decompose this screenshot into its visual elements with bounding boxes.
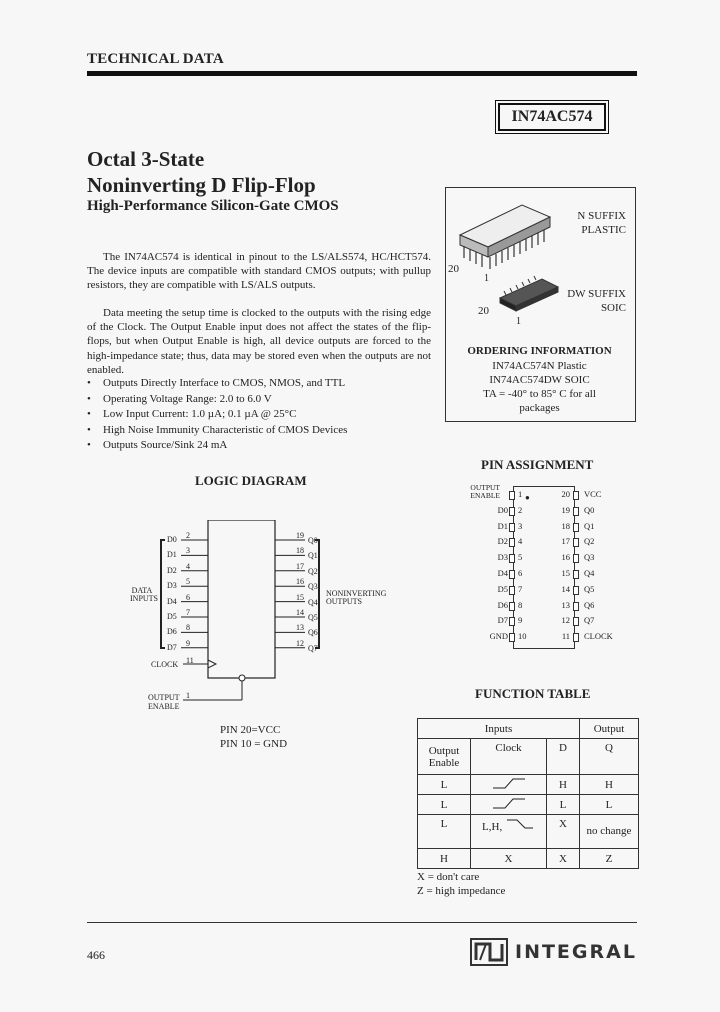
pin-tick	[573, 554, 579, 563]
row-oe: L	[418, 795, 471, 815]
dw-suffix-label	[540, 287, 626, 315]
feature-list	[87, 376, 437, 454]
function-table-title: FUNCTION TABLE	[475, 686, 591, 701]
pin-left-number: 9	[518, 615, 523, 626]
pin-right-label: Q2	[584, 536, 595, 547]
input-label-d4: D4	[167, 596, 177, 606]
pin-right-number: 18	[561, 520, 570, 531]
part-number: IN74AC574	[498, 103, 606, 131]
pin-left-label: OUTPUT ENABLE	[470, 483, 500, 500]
note-high-impedance: Z = high impedance	[417, 885, 506, 897]
output-label-q1: Q1	[308, 551, 318, 561]
rising-edge-icon	[489, 776, 529, 790]
ordering-line: IN74AC574N Plastic	[492, 360, 587, 372]
output-label-q2: Q2	[308, 566, 318, 576]
pin-left-label: D0	[497, 504, 508, 515]
output-label-q6: Q6	[308, 628, 318, 638]
ordering-title: ORDERING INFORMATION	[467, 345, 612, 357]
pin-tick	[573, 491, 579, 500]
row-d: X	[547, 815, 580, 849]
feature-item: • Outputs Directly Interface to CMOS, NMOS, and TTL	[87, 376, 437, 392]
col-output-enable: Output Enable	[418, 739, 471, 775]
pin-left-number: 5	[518, 552, 523, 563]
col-d: D	[547, 739, 580, 775]
output-pin-q6: 13	[296, 623, 304, 633]
input-label-d7: D7	[167, 642, 177, 652]
pin-right-label: Q4	[584, 568, 595, 578]
pin-right-number: 14	[561, 583, 570, 594]
pin-tick	[509, 507, 515, 516]
pin-tick	[573, 523, 579, 532]
pin-tick	[573, 633, 579, 642]
pin-left-number: 7	[518, 583, 523, 594]
pin-right-number: 19	[561, 504, 570, 515]
logic-diagram-title: LOGIC DIAGRAM	[195, 473, 307, 488]
title-line-1: Octal 3-State	[87, 147, 205, 171]
output-label-q0: Q0	[308, 536, 318, 545]
pin-left-number: 1	[518, 489, 523, 499]
pin-right-number: 13	[561, 599, 570, 610]
pin-right-label: VCC	[584, 489, 602, 499]
input-label-d5: D5	[167, 612, 177, 621]
output-label-q3: Q3	[308, 582, 318, 592]
output-pin-q7: 12	[296, 638, 304, 648]
feature-item: • High Noise Immunity Characteristic of CMOS Devices	[87, 423, 437, 439]
pin-right-label: Q1	[584, 520, 595, 531]
pin-tick	[509, 633, 515, 642]
row-oe: L	[418, 775, 471, 795]
row-q: H	[580, 775, 639, 795]
logic-diagram	[125, 520, 395, 720]
power-pin-10: PIN 10 = GND	[220, 738, 288, 750]
input-label-d3: D3	[167, 581, 177, 591]
output-header: Output	[580, 719, 639, 739]
ordering-line: packages	[519, 402, 560, 414]
output-pin-q4: 15	[296, 592, 304, 602]
title-line-2: Noninverting D Flip-Flop	[87, 173, 316, 197]
footer-rule	[87, 922, 637, 923]
pin-tick	[509, 554, 515, 563]
dw-type: SOIC	[600, 302, 626, 314]
row-d: L	[547, 795, 580, 815]
output-pin-q5: 14	[296, 608, 304, 617]
row-clock-text: L,H,	[482, 821, 503, 833]
output-pin-q1: 18	[296, 546, 304, 556]
pin-tick	[573, 570, 579, 579]
pin-left-label: D7	[497, 615, 508, 626]
pin-tick	[573, 602, 579, 611]
row-d: H	[547, 775, 580, 795]
pin-tick	[573, 586, 579, 595]
n-suffix-label	[540, 209, 626, 237]
row-clock: X	[471, 849, 547, 869]
output-label-q4: Q4	[308, 597, 318, 607]
oe-label-1: OUTPUT	[148, 693, 180, 702]
input-label-d6: D6	[167, 627, 177, 637]
pin-tick	[509, 617, 515, 626]
pin-right-number: 20	[561, 489, 570, 499]
pin-right-label: Q5	[584, 583, 595, 594]
pin-right-label: Q0	[584, 504, 595, 515]
pin-left-number: 2	[518, 504, 523, 515]
input-pin-d3: 5	[186, 577, 190, 587]
input-pin-d6: 8	[186, 623, 190, 633]
soic-pin20-label: 20	[478, 305, 489, 317]
clock-pin: 11	[186, 656, 194, 665]
oe-label-2: ENABLE	[148, 702, 180, 711]
pin-right-number: 11	[561, 631, 570, 642]
header-title: TECHNICAL DATA	[87, 51, 224, 67]
rising-edge-icon	[489, 796, 529, 810]
output-pin-q2: 17	[296, 561, 304, 571]
brand-name: INTEGRAL	[515, 941, 637, 963]
row-oe: H	[418, 849, 471, 869]
integral-logo-icon	[470, 938, 508, 966]
pin-left-label: GND	[489, 631, 508, 642]
outputs-label: NONINVERTING OUTPUTS	[326, 589, 387, 606]
input-pin-d4: 6	[186, 592, 190, 602]
dip-package-icon	[460, 205, 550, 269]
pin-tick	[509, 491, 515, 500]
title-line-3: High-Performance Silicon-Gate CMOS	[87, 198, 339, 214]
pin-tick	[573, 538, 579, 547]
row-q: Z	[580, 849, 639, 869]
pin-left-number: 3	[518, 520, 523, 531]
pin-assignment-title: PIN ASSIGNMENT	[481, 457, 594, 472]
pin-tick	[509, 586, 515, 595]
dip-pin1-label: 1	[484, 273, 489, 284]
ordering-line: TA = -40° to 85° C for all	[483, 388, 596, 400]
pin-tick	[573, 507, 579, 516]
input-pin-d7: 9	[186, 638, 190, 648]
power-pin-20: PIN 20=VCC	[220, 724, 281, 736]
pin-right-label: Q7	[584, 615, 595, 626]
pin-left-number: 8	[518, 599, 523, 610]
n-suffix: N SUFFIX	[577, 210, 626, 222]
description-paragraph-1: The IN74AC574 is identical in pinout to the LS/ALS574, HC/HCT574. The device inputs are compatible with standard CMOS outputs; with pullup resistors, they are compatible with LS/ALS outputs.	[87, 251, 431, 292]
data-input-bracket	[161, 540, 165, 648]
ordering-line: IN74AC574DW SOIC	[489, 374, 590, 386]
pin-tick	[509, 602, 515, 611]
feature-item: • Outputs Source/Sink 24 mA	[87, 438, 437, 454]
feature-item: • Low Input Current: 1.0 µA; 0.1 µA @ 25°C	[87, 407, 437, 423]
pin-right-number: 16	[561, 552, 570, 563]
pin-left-label: D6	[497, 599, 508, 610]
pin-left-number: 10	[518, 631, 527, 642]
flip-flop-block	[208, 520, 275, 678]
pin-left-label: D1	[497, 520, 508, 531]
input-label-d1: D1	[167, 550, 177, 560]
output-label-q5: Q5	[308, 613, 318, 622]
note-dont-care: X = don't care	[417, 871, 480, 883]
input-label-d0: D0	[167, 535, 177, 544]
output-pin-q3: 16	[296, 577, 304, 587]
row-clock-rising	[471, 795, 547, 815]
n-type: PLASTIC	[581, 224, 626, 236]
pin-left-label: D4	[497, 568, 508, 578]
row-oe: L	[418, 815, 471, 849]
pin-tick	[509, 538, 515, 547]
header-rule	[87, 71, 637, 76]
page-number: 466	[87, 948, 105, 962]
pin1-indicator-icon: ●	[525, 493, 530, 502]
pin-tick	[509, 570, 515, 579]
clock-triangle	[208, 660, 216, 668]
row-q: no change	[580, 815, 639, 849]
inputs-header: Inputs	[418, 719, 580, 739]
input-label-d2: D2	[167, 565, 177, 575]
pin-tick	[509, 523, 515, 532]
output-pin-q0: 19	[296, 531, 304, 540]
pin-left-label: D2	[497, 536, 508, 547]
feature-item: • Operating Voltage Range: 2.0 to 6.0 V	[87, 392, 437, 408]
clock-label: CLOCK	[151, 660, 179, 669]
soic-pin1-label: 1	[516, 316, 521, 327]
dw-suffix: DW SUFFIX	[567, 288, 626, 300]
dip-pin20-label: 20	[448, 263, 459, 275]
pin-right-label: Q3	[584, 552, 595, 563]
input-pin-d1: 3	[186, 546, 190, 556]
description-paragraph-2: Data meeting the setup time is clocked to the outputs with the rising edge of the Clock. The Output Enable input does not affect the states of the flip-flops, but when Output Enable is high, all device outputs are forced to the high-impedance state; thus, data may be stored even when the outputs are not enabled.	[87, 307, 431, 376]
input-pin-d0: 2	[186, 531, 190, 540]
row-clock-lh	[471, 815, 547, 849]
col-q: Q	[580, 739, 639, 775]
falling-edge-icon	[505, 818, 535, 830]
pin-left-number: 4	[518, 536, 523, 547]
pin-left-label: D5	[497, 583, 508, 594]
row-clock-rising	[471, 775, 547, 795]
function-table	[417, 718, 639, 869]
pin-right-label: CLOCK	[584, 631, 613, 642]
oe-pin: 1	[186, 691, 190, 700]
col-clock: Clock	[471, 739, 547, 775]
input-pin-d2: 4	[186, 561, 190, 571]
data-inputs-label: DATA INPUTS	[130, 586, 159, 603]
pin-tick	[573, 617, 579, 626]
pin-left-number: 6	[518, 568, 523, 578]
pin-left-label: D3	[497, 552, 508, 563]
pin-right-number: 12	[561, 615, 570, 626]
input-pin-d5: 7	[186, 608, 190, 617]
pin-right-number: 15	[561, 568, 570, 578]
row-q: L	[580, 795, 639, 815]
pin-right-number: 17	[561, 536, 570, 547]
output-label-q7: Q7	[308, 643, 318, 653]
oe-inversion-bubble	[239, 675, 245, 681]
row-d: X	[547, 849, 580, 869]
pin-right-label: Q6	[584, 599, 595, 610]
